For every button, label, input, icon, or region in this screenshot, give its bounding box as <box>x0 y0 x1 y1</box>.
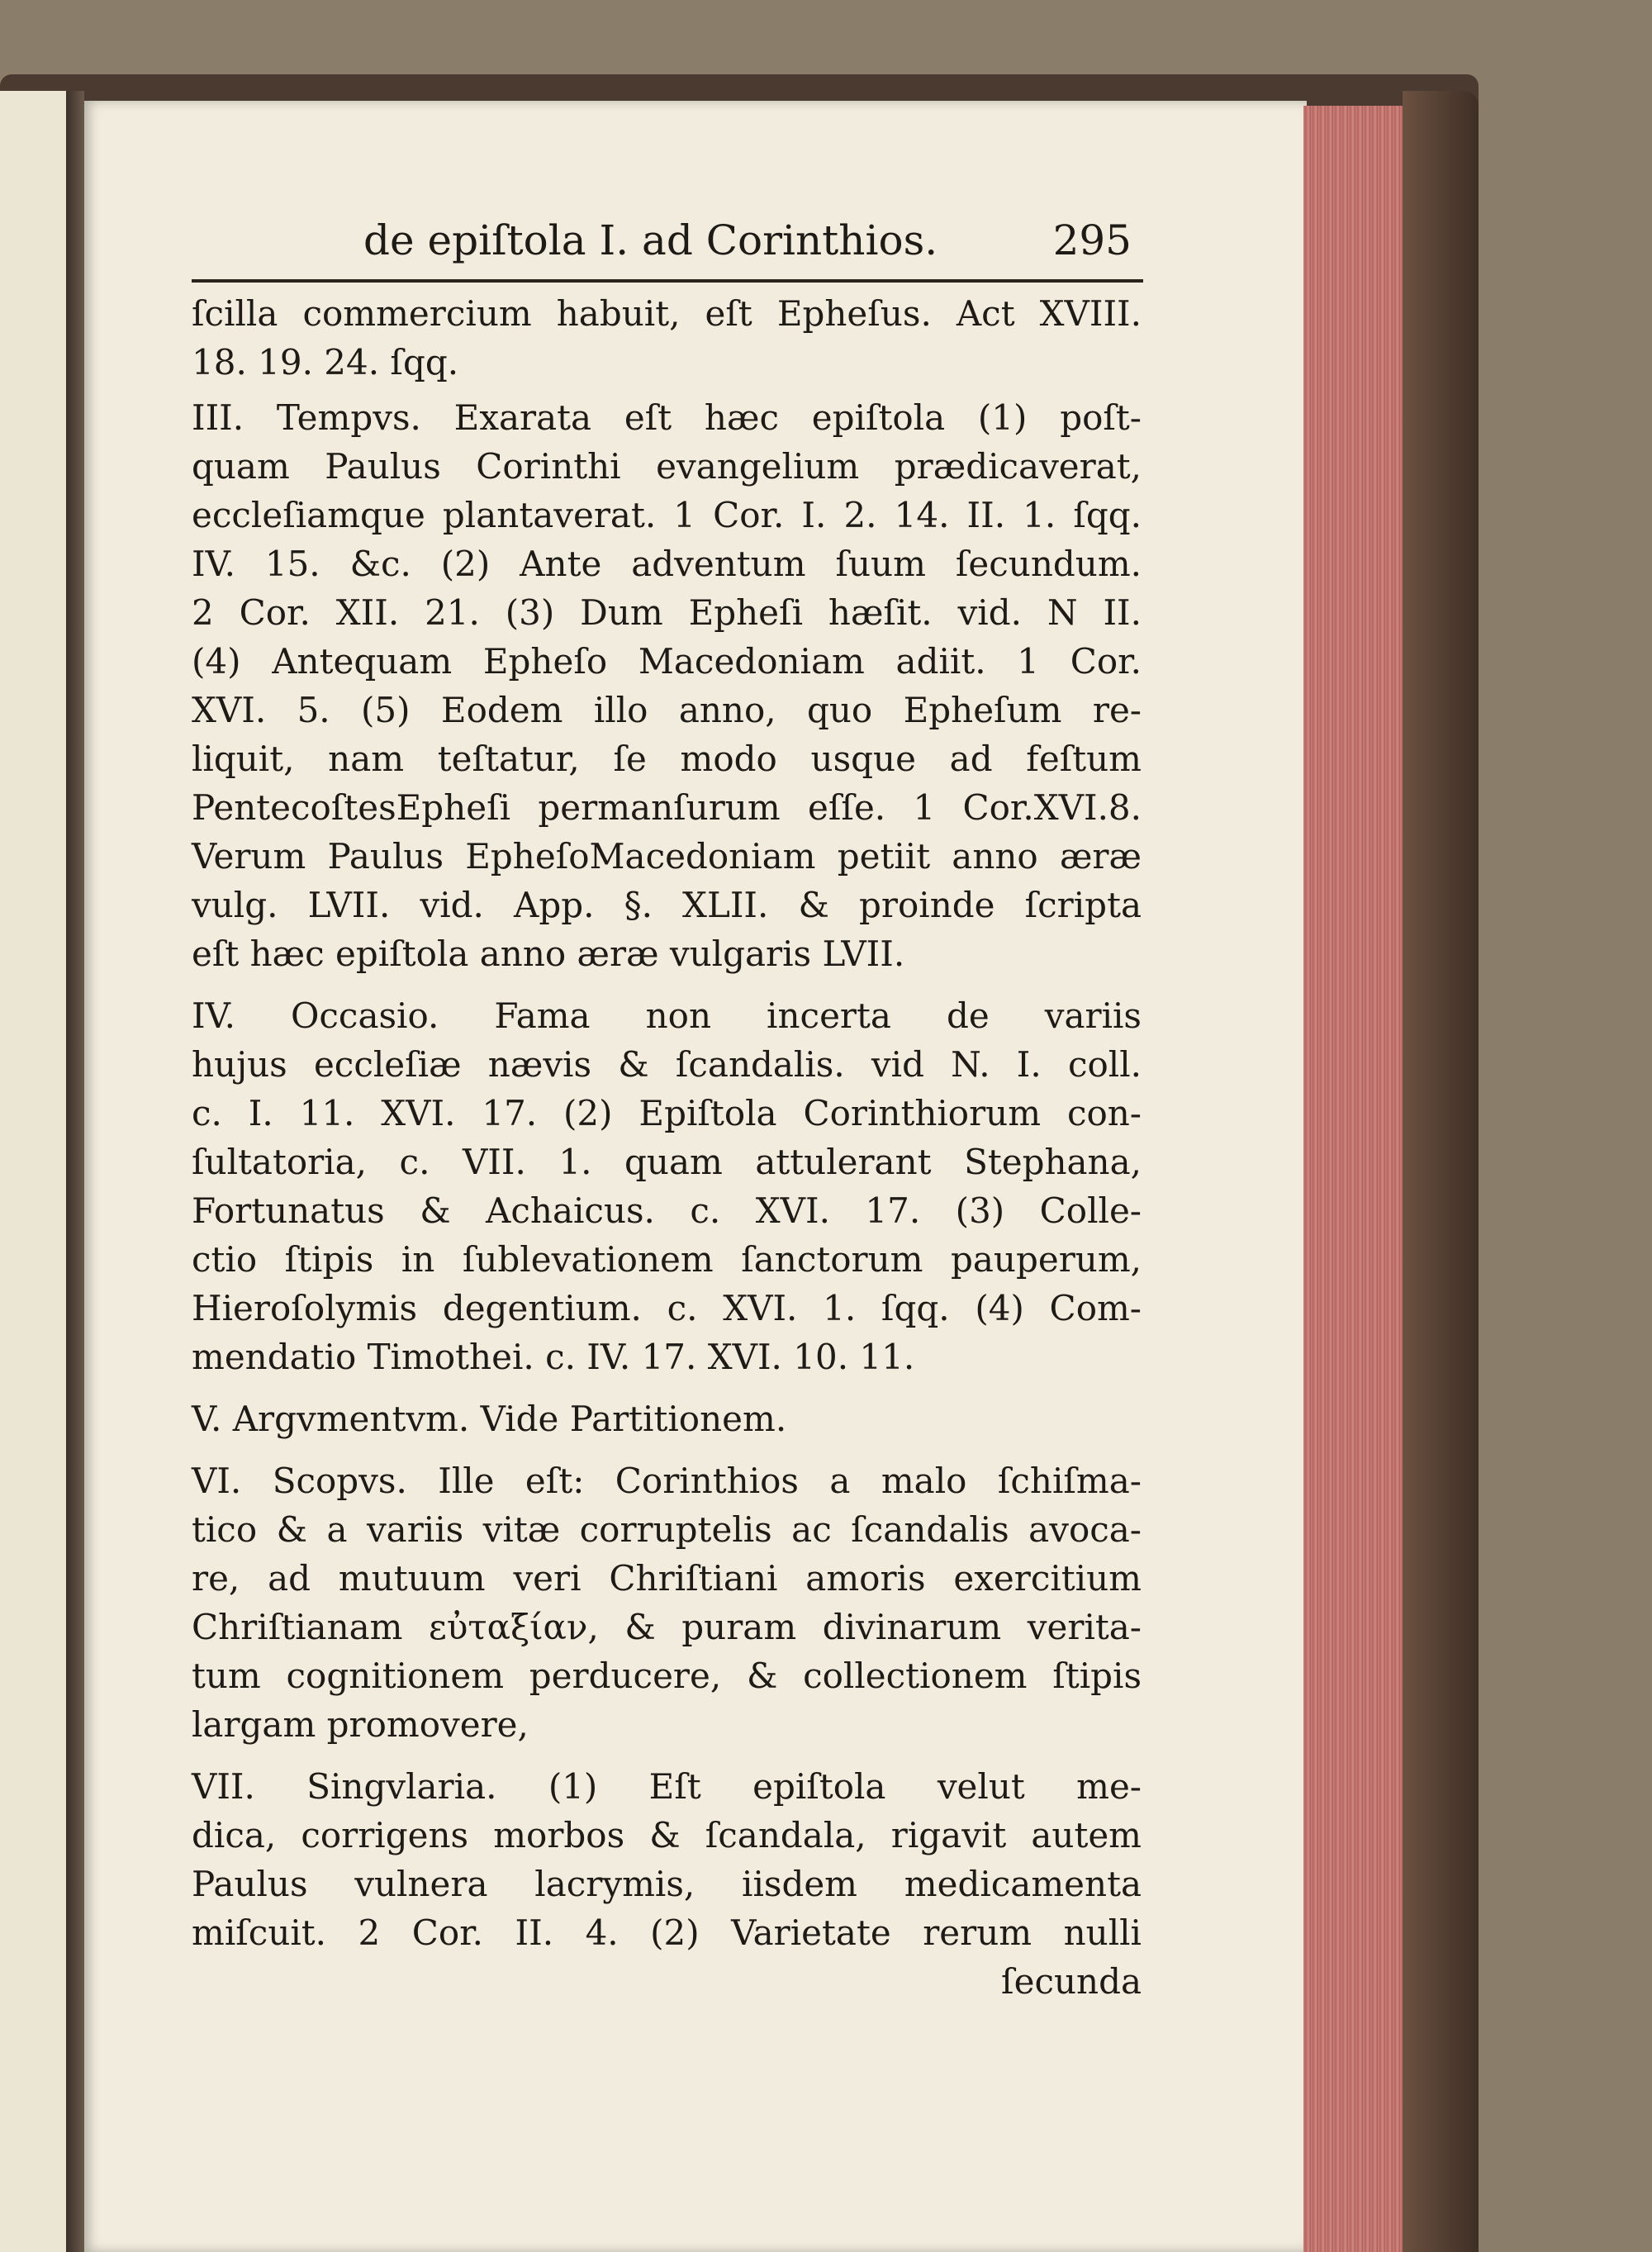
catchword: ſecunda <box>1001 1961 1142 2002</box>
page-body <box>192 289 1142 2006</box>
text-line: Verum Paulus EpheſoMacedoniam petiit anno æræ <box>192 836 1142 877</box>
text-line: ctio ſtipis in ſublevationem ſanctorum pauperum, <box>192 1239 1142 1280</box>
text-line: liquit, nam teſtatur, ſe modo usque ad feſtum <box>192 739 1142 779</box>
text-line: (4) Antequam Epheſo Macedoniam adiit. 1 Cor. <box>192 641 1142 682</box>
red-page-edges <box>1303 106 1403 2252</box>
text-line: largam promovere, <box>192 1704 529 1745</box>
text-line: 18. 19. 24. ſqq. <box>192 342 459 382</box>
text-line: IV. 15. &c. (2) Ante adventum ſuum ſecundum. <box>192 544 1142 584</box>
text-line: miſcuit. 2 Cor. II. 4. (2) Varietate rerum nulli <box>192 1912 1142 1953</box>
text-line: quam Paulus Corinthi evangelium prædicaverat, <box>192 446 1142 487</box>
text-line: Hieroſolymis degentium. c. XVI. 1. ſqq. (4) Com- <box>192 1288 1142 1328</box>
section-iv-heading-line: IV. Occasio. Fama non incerta de variis <box>192 995 1142 1036</box>
text-line: PentecoſtesEpheſi permanſurum eſſe. 1 Cor.XVI.8. <box>192 787 1142 828</box>
section-v-heading-line: V. Argvmentvm. Vide Partitionem. <box>192 1399 787 1439</box>
book-gutter <box>66 91 84 2252</box>
page-number: 295 <box>1052 216 1132 264</box>
text-line: eccleſiamque plantaverat. 1 Cor. I. 2. 14. II. 1. ſqq. <box>192 495 1142 535</box>
section-iii-heading-line: III. Tempvs. Exarata eſt hæc epiſtola (1) poſt- <box>192 397 1142 438</box>
page-header <box>363 205 1148 271</box>
text-line: dica, corrigens morbos & ſcandala, rigavit autem <box>192 1815 1142 1855</box>
text-line: XVI. 5. (5) Eodem illo anno, quo Epheſum re- <box>192 690 1142 730</box>
text-line: Fortunatus & Achaicus. c. XVI. 17. (3) Colle- <box>192 1190 1142 1231</box>
text-line: vulg. LVII. vid. App. §. XLII. & proinde ſcripta <box>192 885 1142 925</box>
text-line: Chriſtianam εὐταξίαν, & puram divinarum verita- <box>192 1607 1142 1647</box>
section-vii-heading-line: VII. Singvlaria. (1) Eſt epiſtola velut me- <box>192 1766 1142 1807</box>
text-line: ſultatoria, c. VII. 1. quam attulerant Stephana, <box>192 1142 1142 1182</box>
text-line: Paulus vulnera lacrymis, iisdem medicamenta <box>192 1864 1142 1904</box>
text-line: tum cognitionem perducere, & collectionem ſtipis <box>192 1656 1142 1696</box>
text-line: 2 Cor. XII. 21. (3) Dum Epheſi hæſit. vid. N II. <box>192 592 1142 633</box>
text-line: re, ad mutuum veri Chriſtiani amoris exercitium <box>192 1558 1142 1599</box>
text-line: c. I. 11. XVI. 17. (2) Epiſtola Corinthiorum con- <box>192 1093 1142 1133</box>
running-title: de epiſtola I. ad Corinthios. <box>363 216 938 264</box>
previous-page-edge <box>0 91 71 2252</box>
text-line: eſt hæc epiſtola anno æræ vulgaris LVII. <box>192 934 905 974</box>
text-line: mendatio Timothei. c. IV. 17. XVI. 10. 11. <box>192 1337 915 1377</box>
text-line: ſcilla commercium habuit, eſt Epheſus. Act XVIII. <box>192 293 1142 334</box>
header-rule <box>192 279 1143 283</box>
section-vi-heading-line: VI. Scopvs. Ille eſt: Corinthios a malo ſchiſma- <box>192 1461 1142 1501</box>
text-line: hujus eccleſiæ nævis & ſcandalis. vid N. I. coll. <box>192 1044 1142 1085</box>
book-cover-right <box>1403 91 1479 2252</box>
text-line: tico & a variis vitæ corruptelis ac ſcandalis avoca- <box>192 1509 1142 1550</box>
